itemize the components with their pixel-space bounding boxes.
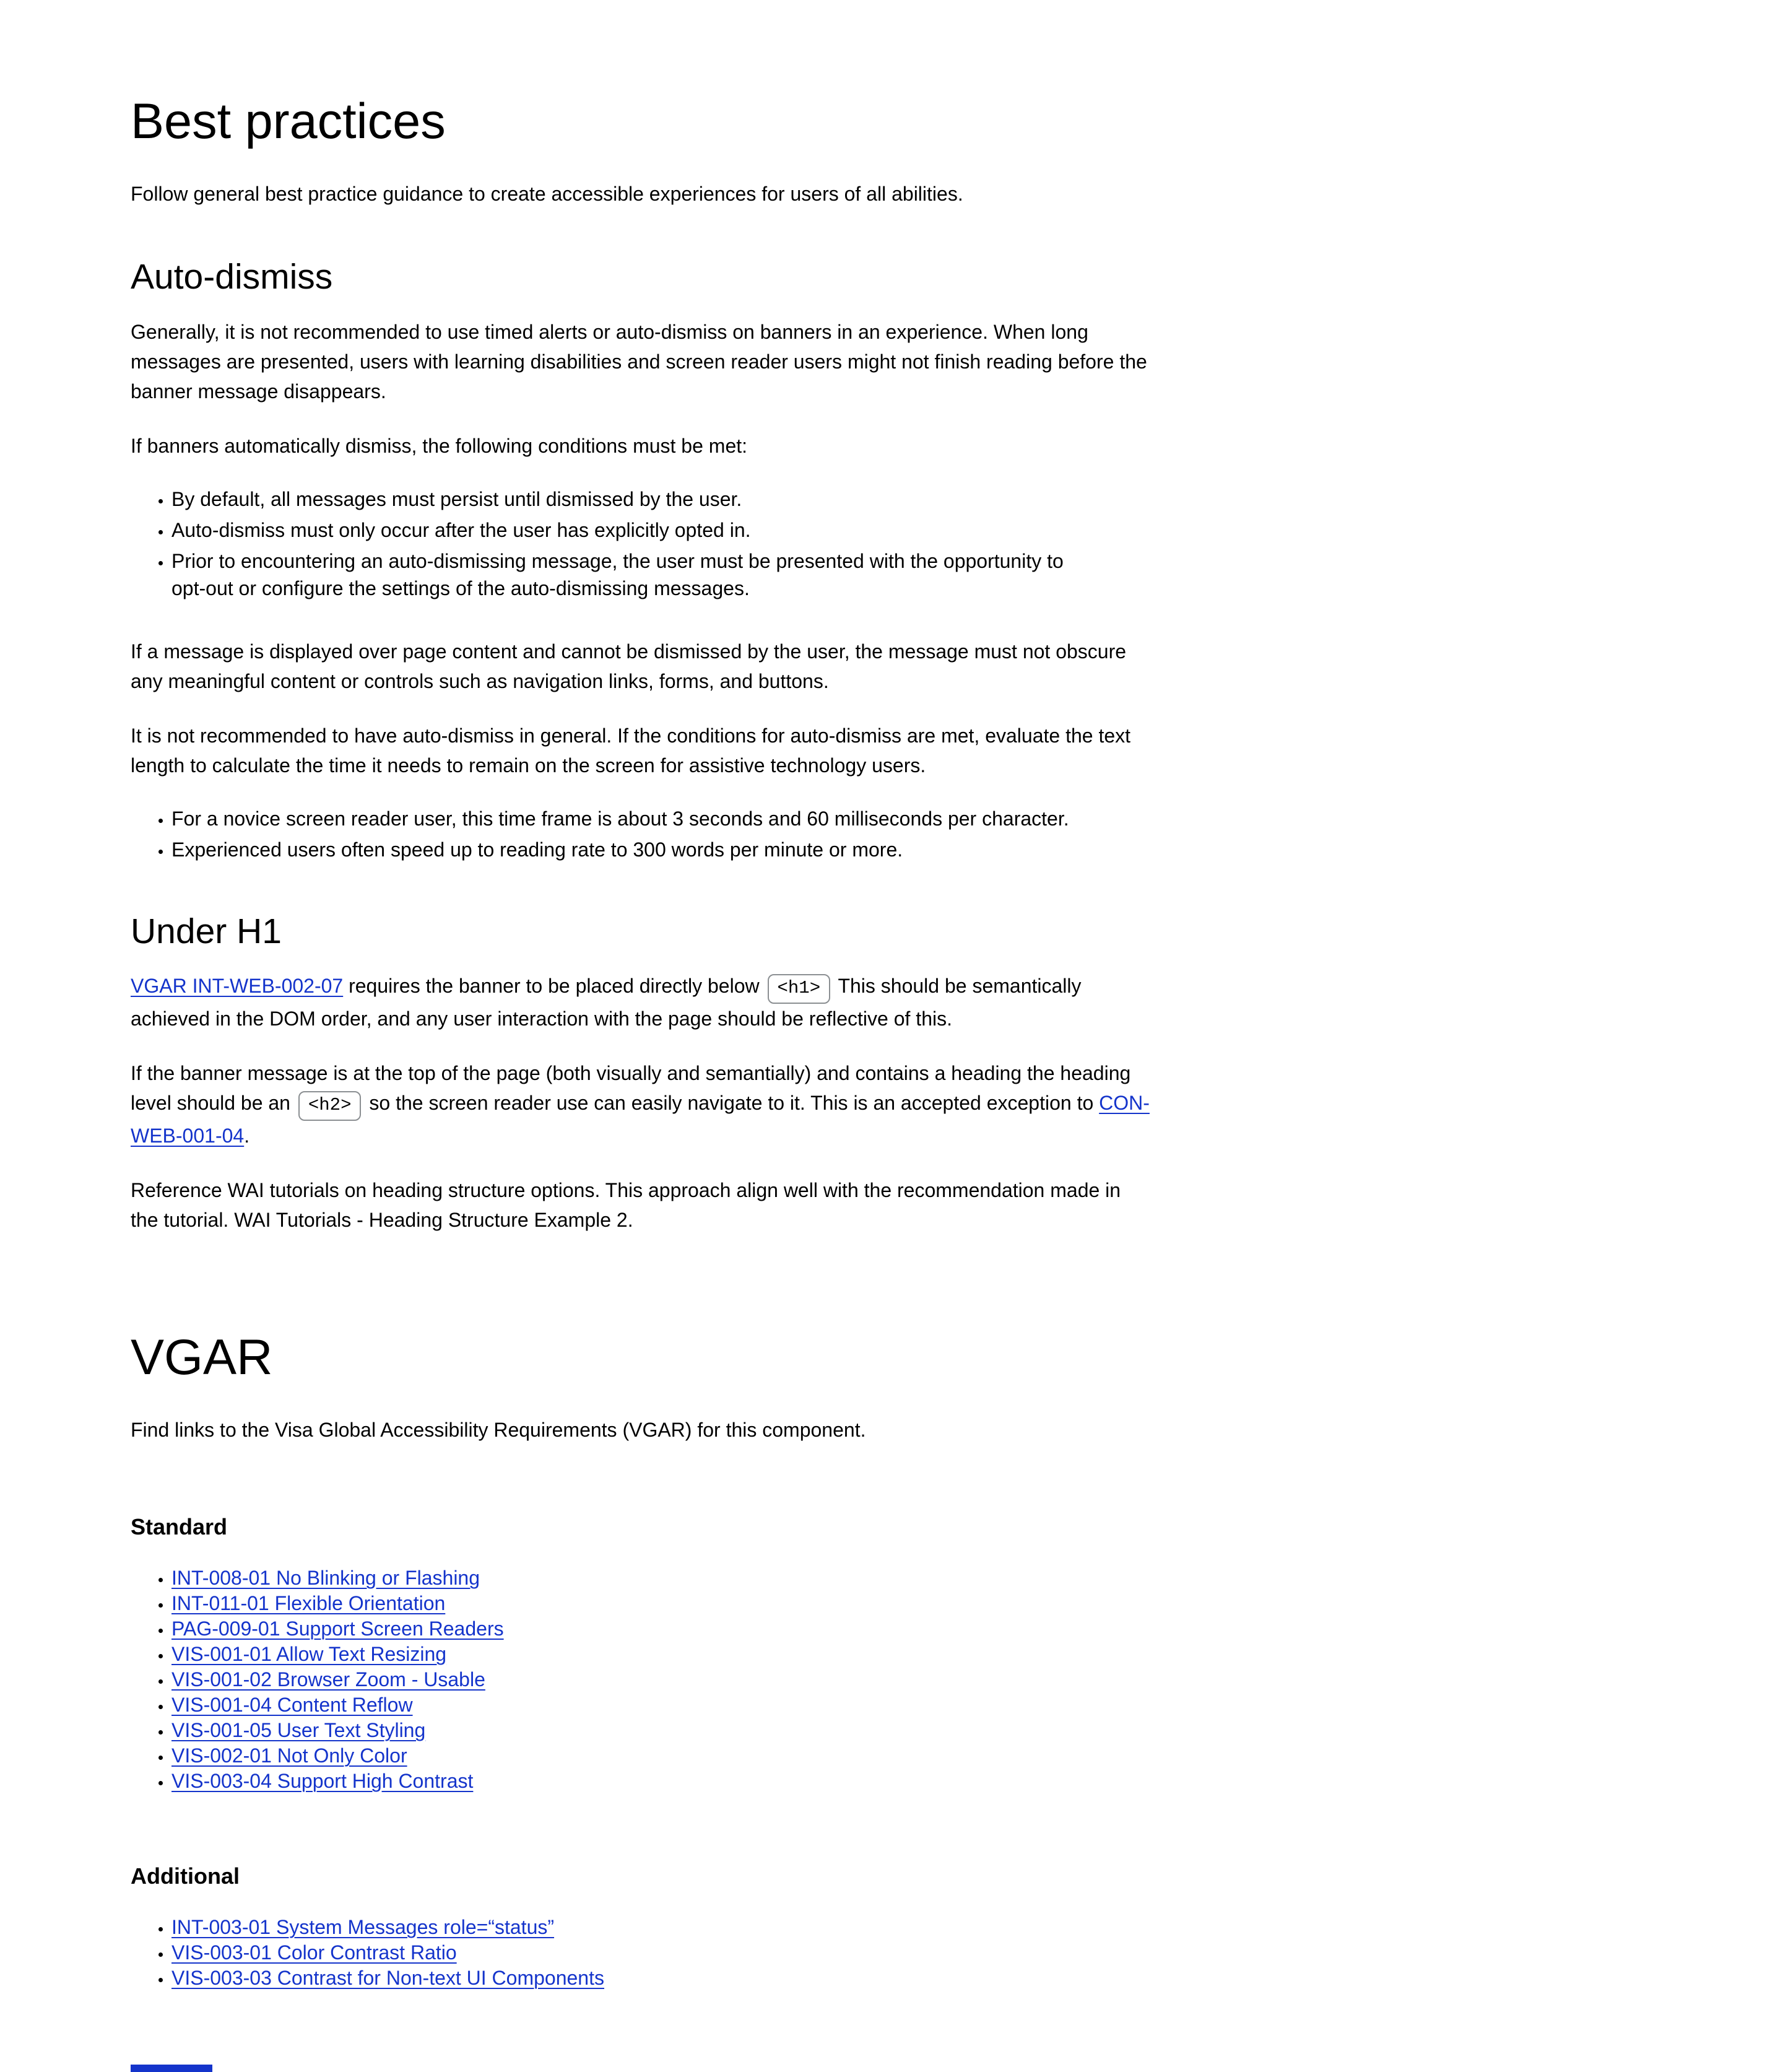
paragraph-text: . (244, 1124, 250, 1147)
vgar-requirement-link[interactable]: INT-003-01 System Messages role=“status” (171, 1916, 555, 1939)
vgar-requirement-link[interactable]: VIS-001-02 Browser Zoom - Usable (171, 1668, 485, 1691)
auto-dismiss-paragraph-3: If a message is displayed over page content and cannot be dismissed by the user, the message must not obscure any meaningful content or controls such as navigation links, forms, and buttons. (131, 640, 1127, 692)
list-item (171, 1642, 1224, 1667)
list-item (171, 1965, 1224, 1991)
list-item (171, 1940, 1224, 1965)
under-h1-paragraph-1 (131, 971, 1152, 1034)
partial-bottom-element (131, 2065, 212, 2072)
subsection-heading-standard: Standard (131, 1514, 228, 1540)
list-item: • Auto-dismiss must only occur after the user has explicitly opted in. (171, 516, 1100, 544)
h2-code-chip: <h2> (298, 1091, 362, 1121)
page-title: Best practices (131, 94, 446, 149)
auto-dismiss-conditions-list (131, 485, 1100, 602)
list-item (171, 1743, 1224, 1769)
list-item (171, 1769, 1224, 1794)
vgar-requirement-link[interactable]: INT-011-01 Flexible Orientation (171, 1592, 446, 1615)
section-heading-under-h1: Under H1 (131, 911, 282, 951)
list-item: • By default, all messages must persist until dismissed by the user. (171, 485, 1100, 513)
list-item (171, 1565, 1224, 1591)
list-item: • Experienced users often speed up to reading rate to 300 words per minute or more. (171, 836, 1224, 863)
section-heading-auto-dismiss: Auto-dismiss (131, 257, 333, 297)
vgar-requirement-link[interactable]: VIS-003-01 Color Contrast Ratio (171, 1941, 457, 1964)
auto-dismiss-timing-list (131, 805, 1224, 863)
paragraph-text: This should be semantically achieved in the DOM order, and any user interaction with the page should be reflective of this. (131, 974, 1082, 1030)
vgar-intro: Find links to the Visa Global Accessibility Requirements (VGAR) for this component. (131, 1419, 866, 1442)
list-item (171, 1667, 1224, 1692)
vgar-requirement-link[interactable]: PAG-009-01 Support Screen Readers (171, 1617, 504, 1640)
list-item (171, 1616, 1224, 1642)
h1-code-chip: <h1> (768, 974, 831, 1004)
auto-dismiss-paragraph-1: Generally, it is not recommended to use timed alerts or auto-dismiss on banners in an experience. When long messages are presented, users with learning disabilities and screen reader users might not finish reading before the banner message disappears. (131, 320, 1147, 403)
additional-links-list (131, 1915, 1224, 1991)
paragraph-text: If the banner message is at the top of the page (both visually and semantially) and contains a heading the heading level should be an (131, 1061, 1131, 1114)
vgar-requirement-link[interactable]: VIS-003-04 Support High Contrast (171, 1770, 474, 1793)
list-item (171, 1591, 1224, 1616)
list-item (171, 1718, 1224, 1743)
paragraph-text: requires the banner to be placed directly below (343, 974, 765, 997)
list-item: • For a novice screen reader user, this time frame is about 3 seconds and 60 milliseconds per character. (171, 805, 1224, 832)
under-h1-paragraph-2 (131, 1058, 1152, 1151)
con-web-001-04-link[interactable]: CON-WEB-001-04 (131, 1091, 1150, 1147)
standard-links-list (131, 1565, 1224, 1794)
vgar-requirement-link[interactable]: VIS-001-01 Allow Text Resizing (171, 1643, 447, 1666)
vgar-requirement-link[interactable]: INT-008-01 No Blinking or Flashing (171, 1567, 480, 1590)
vgar-requirement-link[interactable]: VIS-001-04 Content Reflow (171, 1694, 413, 1717)
vgar-requirement-link[interactable]: VIS-002-01 Not Only Color (171, 1744, 407, 1767)
section-heading-vgar: VGAR (131, 1329, 273, 1385)
list-item (171, 1915, 1224, 1940)
vgar-requirement-link[interactable]: VIS-001-05 User Text Styling (171, 1719, 426, 1742)
paragraph-text: so the screen reader use can easily navigate to it. This is an accepted exception to (363, 1091, 1100, 1114)
page-intro: Follow general best practice guidance to create accessible experiences for users of all abilities. (131, 183, 963, 206)
list-item (171, 1692, 1224, 1718)
under-h1-paragraph-3: Reference WAI tutorials on heading structure options. This approach align well with the recommendation made in the tutorial. WAI Tutorials - Heading Structure Example 2. (131, 1178, 1121, 1231)
auto-dismiss-paragraph-4: It is not recommended to have auto-dismiss in general. If the conditions for auto-dismiss are met, evaluate the text length to calculate the time it needs to remain on the screen for assistive technology users. (131, 724, 1131, 777)
subsection-heading-additional: Additional (131, 1863, 240, 1889)
vgar-int-web-002-07-link[interactable]: VGAR INT-WEB-002-07 (131, 974, 344, 997)
list-item: • Prior to encountering an auto-dismissing message, the user must be presented with the opportunity to opt-out or configure the settings of the auto-dismissing messages. (171, 547, 1100, 602)
auto-dismiss-paragraph-2: If banners automatically dismiss, the following conditions must be met: (131, 434, 748, 457)
vgar-requirement-link[interactable]: VIS-003-03 Contrast for Non-text UI Components (171, 1967, 604, 1990)
